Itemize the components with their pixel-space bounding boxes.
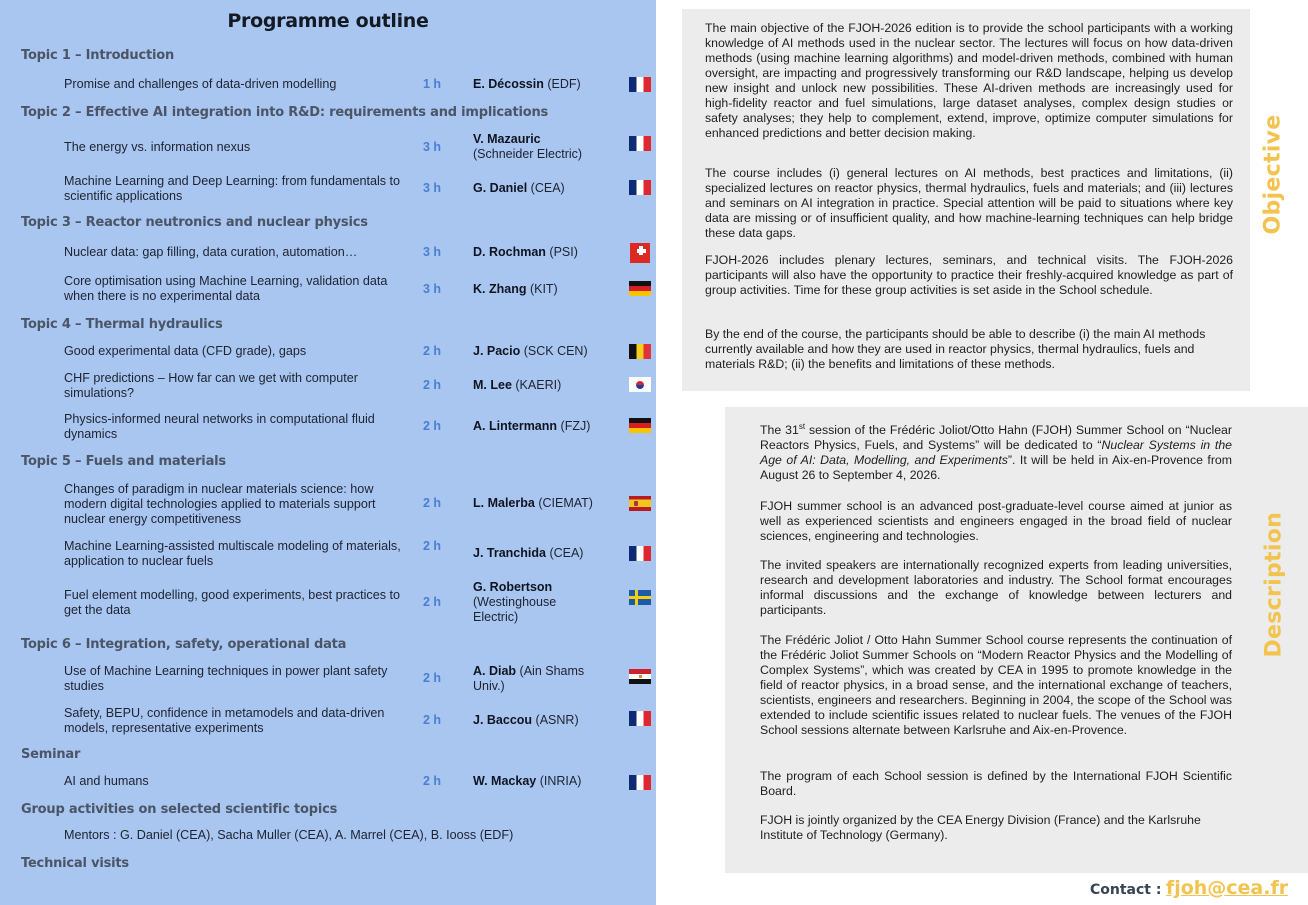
lecture-duration: 2 h <box>423 496 442 510</box>
text-span: session of the Frédéric Joliot/Otto Hahn (FJOH) Summer School on “Nuclear Reactors Physics, Fuels, and Systems” will be dedicated to “ <box>760 423 1232 452</box>
text-span: ”. It will be held in Aix-en-Provence from August 26 to September 4, 2026. <box>760 453 1233 482</box>
speaker-affiliation: (INRIA) <box>539 774 582 788</box>
lecture-title: The energy vs. information nexus <box>64 140 251 154</box>
lecture-duration: 3 h <box>423 140 442 154</box>
egypt-flag-icon <box>629 669 651 684</box>
description-label: Description <box>1261 511 1287 658</box>
lecture-duration: 3 h <box>423 245 442 259</box>
school-theme-title: Nuclear Systems in the Age of AI: Data, Modelling, and Experiments <box>760 438 1232 467</box>
objective-paragraph: FJOH-2026 includes plenary lectures, seminars, and technical visits. The FJOH-2026 participants will also have the opportunity to practice their freshly-acquired knowledge as part of group activities. Time for these group activities is set aside in the School schedule. <box>705 253 1233 297</box>
lecture-title: Machine Learning and Deep Learning: from fundamentals to scientific applications <box>64 174 401 203</box>
lecture-title: AI and humans <box>64 774 149 788</box>
description-box <box>725 407 1308 873</box>
topic-heading: Topic 3 – Reactor neutronics and nuclear physics <box>21 215 368 230</box>
lecture-duration: 2 h <box>423 713 442 727</box>
description-paragraph <box>760 423 1232 483</box>
contact-email-link[interactable]: fjoh@cea.fr <box>1165 877 1289 899</box>
ordinal-suffix: st <box>798 421 806 431</box>
speaker-affiliation: (CIEMAT) <box>538 496 593 510</box>
lecture-speaker <box>473 132 623 162</box>
speaker-affiliation: (SCK CEN) <box>523 344 588 358</box>
lecture-duration: 2 h <box>423 419 442 433</box>
speaker-name: J. Pacio <box>473 344 521 358</box>
france-flag-icon <box>629 180 651 195</box>
topic-heading: Topic 1 – Introduction <box>21 48 175 63</box>
france-flag-icon <box>629 77 651 92</box>
speaker-name: M. Lee <box>473 378 512 392</box>
speaker-affiliation: (Westinghouse Electric) <box>473 595 557 624</box>
lecture-duration: 2 h <box>423 595 442 609</box>
speaker-name: D. Rochman <box>473 245 546 259</box>
south-korea-flag-icon <box>629 377 651 392</box>
speaker-affiliation: (ASNR) <box>535 713 579 727</box>
topic-heading: Topic 2 – Effective AI integration into R&D: requirements and implications <box>21 105 549 120</box>
speaker-name: A. Lintermann <box>473 419 558 433</box>
speaker-name: L. Malerba <box>473 496 535 510</box>
programme-title: Programme outline <box>227 10 429 32</box>
description-paragraph: FJOH is jointly organized by the CEA Energy Division (France) and the Karlsruhe Institute of Technology (Germany). <box>760 813 1201 842</box>
speaker-name: G. Robertson <box>473 580 553 594</box>
lecture-title: CHF predictions – How far can we get with computer simulations? <box>64 371 358 400</box>
lecture-title: Nuclear data: gap filling, data curation, automation… <box>64 245 358 259</box>
lecture-duration: 2 h <box>423 671 442 685</box>
lecture-title: Changes of paradigm in nuclear materials science: how modern digital technologies applied to materials support nuclear energy competitiveness <box>64 482 376 526</box>
lecture-duration: 2 h <box>423 539 442 553</box>
lecture-title: Core optimisation using Machine Learning, validation data when there is no experimental data <box>64 274 388 303</box>
france-flag-icon <box>629 136 651 151</box>
lecture-duration: 2 h <box>423 774 442 788</box>
speaker-affiliation: (FZJ) <box>560 419 591 433</box>
description-paragraph: The invited speakers are internationally recognized experts from leading universities, research and development laboratories and industry. The School format encourages informal discussions and the exchange of knowledge between lecturers and participants. <box>760 558 1232 617</box>
lecture-speaker <box>473 245 623 260</box>
topic-heading: Topic 6 – Integration, safety, operational data <box>21 637 347 652</box>
lecture-speaker <box>473 713 623 728</box>
lecture-speaker <box>473 181 623 196</box>
speaker-name: G. Daniel <box>473 181 528 195</box>
contact-label: Contact : <box>1090 882 1162 898</box>
speaker-affiliation: (KIT) <box>529 282 558 296</box>
speaker-name: K. Zhang <box>473 282 527 296</box>
objective-paragraph: The course includes (i) general lectures on AI methods, best practices and limitations, (ii) specialized lectures on reactor physics, thermal hydraulics, fuels and materials; and (iii) lectures and seminars on AI integration in practice. Special attention will be paid to situations where key data are missing or of insufficient quality, and how machine-learning techniques can help bridge these data gaps. <box>705 166 1233 240</box>
speaker-name: V. Mazauric <box>473 132 541 146</box>
speaker-affiliation: (EDF) <box>547 77 581 91</box>
lecture-title: Use of Machine Learning techniques in power plant safety studies <box>64 664 388 693</box>
lecture-speaker <box>473 580 583 625</box>
speaker-affiliation: (KAERI) <box>515 378 562 392</box>
speaker-name: J. Baccou <box>473 713 533 727</box>
topic-heading: Topic 5 – Fuels and materials <box>21 454 226 469</box>
speaker-affiliation: (PSI) <box>549 245 578 259</box>
lecture-speaker <box>473 282 623 297</box>
speaker-affiliation: (CEA) <box>530 181 565 195</box>
spain-flag-icon <box>629 496 651 511</box>
speaker-affiliation: (Schneider Electric) <box>473 147 583 161</box>
lecture-title: Good experimental data (CFD grade), gaps <box>64 344 307 358</box>
france-flag-icon <box>629 775 651 790</box>
text-span: The 31 <box>760 423 799 437</box>
speaker-name: J. Tranchida <box>473 546 546 560</box>
france-flag-icon <box>629 711 651 726</box>
speaker-name: E. Décossin <box>473 77 544 91</box>
lecture-title: Promise and challenges of data-driven modelling <box>64 77 337 91</box>
description-paragraph: The Frédéric Joliot / Otto Hahn Summer School course represents the continuation of the Frédéric Joliot Summer Schools on “Modern Reactor Physics and the Modelling of Complex Systems”, which was created by CEA in 1995 to promote knowledge in the field of reactor physics, in a broad sense, and the international exchange of teachers, scientists, engineers and researchers. Beginning in 2004, the scope of the School was extended to include scientific issues related to nuclear fuels. The venues of the FJOH School sessions alternate between Karlsruhe and Aix-en-Provence. <box>760 633 1232 737</box>
lecture-duration: 2 h <box>423 378 442 392</box>
topic-heading: Topic 4 – Thermal hydraulics <box>21 317 223 332</box>
lecture-title: Safety, BEPU, confidence in metamodels and data-driven models, representative experiments <box>64 706 385 735</box>
lecture-speaker <box>473 546 623 561</box>
lecture-speaker <box>473 774 623 789</box>
speaker-name: A. Diab <box>473 664 517 678</box>
lecture-duration: 2 h <box>423 344 442 358</box>
contact-line <box>1090 877 1288 899</box>
lecture-title: Physics-informed neural networks in computational fluid dynamics <box>64 412 375 441</box>
topic-heading: Seminar <box>21 747 81 762</box>
lecture-speaker <box>473 344 623 359</box>
lecture-title: Machine Learning-assisted multiscale modeling of materials, application to nuclear fuels <box>64 539 401 568</box>
sweden-flag-icon <box>629 590 651 605</box>
lecture-duration: 3 h <box>423 282 442 296</box>
france-flag-icon <box>629 546 651 561</box>
objective-label: Objective <box>1260 114 1286 235</box>
lecture-speaker <box>473 496 623 511</box>
lecture-speaker <box>473 378 623 393</box>
objective-paragraph: By the end of the course, the participants should be able to describe (i) the main AI methods currently available and how they are used in reactor physics, thermal hydraulics, fuels and materials R&D; (ii) the benefits and limitations of these methods. <box>705 327 1206 371</box>
description-paragraph: The program of each School session is defined by the International FJOH Scientific Board. <box>760 769 1232 798</box>
lecture-duration: 1 h <box>423 77 442 91</box>
description-paragraph: FJOH summer school is an advanced post-graduate-level course aimed at junior as well as experienced scientists and engineers engaged in the broad field of nuclear sciences, engineering and technologies. <box>760 499 1232 543</box>
speaker-affiliation: (Ain Shams Univ.) <box>473 664 585 693</box>
lecture-title: Fuel element modelling, good experiments, best practices to get the data <box>64 588 401 617</box>
group-activities-heading: Group activities on selected scientific topics <box>21 802 338 817</box>
lecture-speaker <box>473 419 623 434</box>
speaker-affiliation: (CEA) <box>549 546 584 560</box>
switzerland-flag-icon <box>630 243 650 263</box>
germany-flag-icon <box>629 281 651 296</box>
lecture-speaker <box>473 664 598 694</box>
germany-flag-icon <box>629 418 651 433</box>
lecture-duration: 3 h <box>423 181 442 195</box>
lecture-speaker <box>473 77 623 92</box>
speaker-name: W. Mackay <box>473 774 537 788</box>
objective-paragraph: The main objective of the FJOH-2026 edition is to provide the school participants with a working knowledge of AI methods used in the nuclear sector. The lectures will focus on how data-driven methods (using machine learning algorithms) and model-driven methods, combined with human oversight, are impacting and progressively transforming our R&D landscape, helping us develop new insight and unlock new possibilities. These AI-driven methods are increasingly used for high-fidelity reactor and fuel simulations, large dataset analyses, complex design studies or safety analyses; they help to complement, extend, improve, optimize computer simulations for enhanced predictions and better decision making. <box>705 21 1233 140</box>
belgium-flag-icon <box>629 344 651 359</box>
objective-box <box>682 9 1250 391</box>
technical-visits-heading: Technical visits <box>21 856 129 871</box>
mentors-text: Mentors : G. Daniel (CEA), Sacha Muller (CEA), A. Marrel (CEA), B. Iooss (EDF) <box>64 828 514 842</box>
